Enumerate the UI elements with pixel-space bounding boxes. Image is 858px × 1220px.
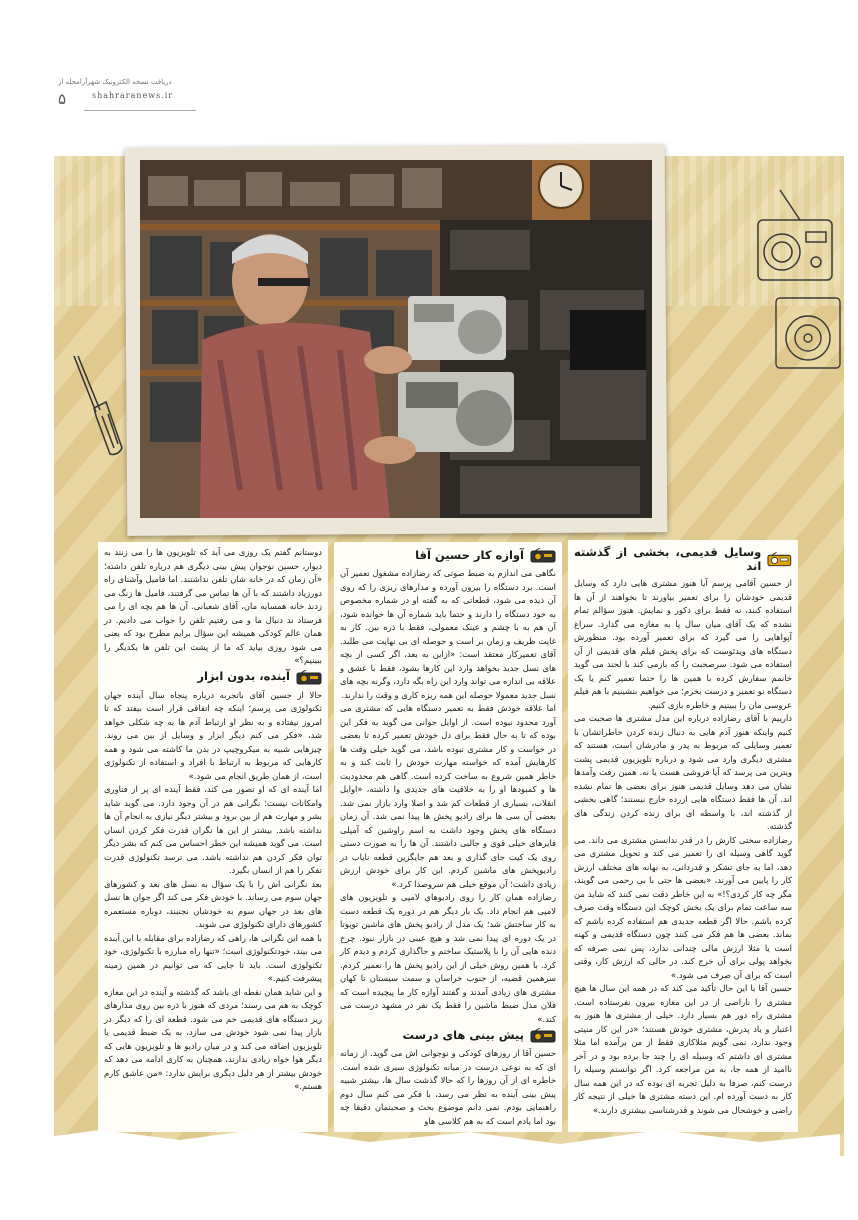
article-column-1 — [568, 540, 798, 1132]
paragraph: دوستانم گفتم یک روزی می آید که تلویزیون ها را می زنند به دیوار، حسین نوجوان پیش بینی دیگری هم درباره تلفن داشته؛ «آن زمان که در خانه شان تلفن نداشتند. اما فامیل وآشنای راه دورزیاد داشتند که با آن ها تماس می گرفتند، فامیل ها زنگ می زدند خانه همسایه مان، آقای شعبانی. آن ها هم بچه ای را می فرستاد ند دنبال ما و می رفتیم تلفن را جواب می دادیم. در همان عالم کودکی همیشه این سؤال برایم مطرح بود که یعنی می شود روزی بیاید که ما از پشت این تلفن ها یکدیگر را ببینیم؟» — [104, 547, 322, 665]
paragraph: رضازاده همان کار را روی رادیوهای لامپی و تلویزیون های لامپی هم انجام داد. یک بار دیگر هم در دوره یک قطعه دست به کار ساختش شد؛ یک مدل از رادیو پخش های ماشین تویوتا در یک دوره ای پیدا نمی شد و هیچ عیبی در بازار نبود. چرخ دنده هایی آن را با پلاستیک ساختم و جاگذاری کردم و دیدم کار کرد. با همین روش خیلی از این رادیو پخش ها را تعمیر کردم. سرهمین قضیه، از جنوب خراسان و سمت سیستان تا کهان مشتری های زیادی آمدند و گفتند آوازه کار ما پیچیده است که فلان مدل ضبط ماشین را فقط یک نفر در مشهد درست می کند.» — [340, 892, 556, 1024]
paragraph: حالا از حسین آقای باتجربه درباره پنجاه سال آینده جهان تکنولوژی می پرسم؛ اینکه چه اتفاقی قرار است بیفتد که تا امروز نیفتاده و به نظر او ارتباط آدم ها به چه شکلی خواهد شد، «فکر می کنم دیگر ابزار و وسایل از بین می روند. چیزهایی شبیه به میکروچیپ در بدن ما کاشته می شود و همه کارهایی که مربوط به ارتباط با افراد و استفاده از تکنولوژی است، از همان طریق انجام می شود.» — [104, 689, 322, 781]
section2-title: آوازه کار حسین آقا — [415, 547, 524, 562]
paragraph: و این شاید همان نقطه ای باشد که گذشته و آینده در این مغازه کوچک به هم می رسند؛ مردی که هنوز با ذره بین روی مدارهای ریز دستگاه های قدیمی خم می شود. قطعه ای را که دیگر در بازار پیدا نمی شود خودش می سازد، به یک ضبط قدیمی یا تلویزیون اضافه می کند و در میان رادیو ها و تلویزیون هایی که دیگر هوا خواه زیادی ندارند، همچنان به کاری ادامه می دهد که خودش بیشتر از هر دلیل دیگری برایش ندارد: «من عاشق کارم هستم.» — [104, 986, 322, 1091]
paragraph: رضازاده سختی کارش را در قدر ندانستن مشتری می داند. می گوید گاهی وسیله ای را تعمیر می کند و تحویل مشتری می دهد، اما به جای تشکر و قدردانی، به بهانه های مختلف ارزش کار را پایین می آورند، «بعضی ها حتی با بی رحمی می گویند، مگر چه کار کردی؟!» به این خاطر دقت نمی کنند که شاید من سه ساعت تمام برای یک بخش کوچک این دستگاه وقت صرف کرده باشم. حالا اگر قطعه جدیدی هم استفاده کرده باشم که بماند. بعضی ها هم فکر می کنند چون دستگاه قدیمی و کهنه است یا مثلا ارزش مالی چندانی ندارد، پس نمی صرفه که بخواهد پولی برای آن خرج کند. در حالی که ارزش کار، وقتی است که برای آن صرف می شود.» — [574, 834, 792, 980]
paragraph: دارییم با آقای رضازاده درباره این مدل مشتری ها صحبت می کنیم واینکه هنوز آدم هایی به دنبال زنده کردن خاطراتشان با تعمیر وسایلی که مربوط به پدر و مادرشان است، هستند که مشتری دیگری وارد می شود و درباره تلویزیون قدیمی پشت ویترین می پرسد که آیا فروشی هست یا نه. همین رفت وآمدها نشان می دهد وسایل قدیمی هنوز برای بعضی ها تمام نشده اند. آن ها فقط دستگاه هایی ازرده خارج نیستند؛ گاهی بخشی از گذشته اند، با واسطه ای برای زنده کردن زندگی های گذشته. — [574, 713, 792, 831]
paragraph: اما علاقه خودش فقط به تعمیر دستگاه هایی که مشتری می آورد محدود نبوده است. از اوایل جوانی می گوید به فکر این بوده که تا به حال فقط برای دل خودش تعمیر کرده تا بعضی در خواست و کار مشتری نبوده باشد، می گوید خیلی وقت ها کارهایش آمده که خواسته مهارت خودش را ثابت کند و به خاطر همین شروع به ساخت کرده است. گاهی هم محدودیت ها و کمبودها او را به خلاقیت های جدیدی وا داشته، «اوایل انقلاب، بسیاری از قطعات کم شد و اصلا وارد بازار نمی شد. بعضی آن سی ها برای رادیو پخش ها پیدا نمی شد. آن زمان دستگاه های پخش وجود داشت به اسم راوشین که آمپلی فایرهای خیلی قوی و جالبی داشتند. آن ها را به صورت دستی روی یک کیت جای گذاری و بعد هم جایگزین قطعه نایاب در رادیوپخش های ماشین کردم. این کار برای خودش ارزش زیادی داشت؛ آن موقع خیلی هم سروصدا کرد.» — [340, 703, 556, 889]
edition-line: دریافت نسخه الکترونیک شهرآرامحله از — [58, 78, 172, 86]
torn-paper-edge — [40, 1120, 840, 1164]
paragraph: حسین آقا از روزهای کودکی و نوجوانی اش می گوید. از زمانه ای که به نوعی درست در میانه تکنولوژی سیری شده است. خاطره ای از آن روزها را که حالا گذشت سال ها، بیشتر شبیه پیش بینی آینده به نظر می رسد، با فکر می کنم سال دوم راهنمایی بودم. نمی دانم موضوع بحث و صحبتمان دقیقا چه بود اما یادم است که به هم کلاسی هاو — [340, 1048, 556, 1126]
site-url: shahraranews.ir — [92, 91, 174, 100]
page-number: ۵ — [58, 90, 67, 108]
photo-icon — [140, 160, 652, 518]
section3-title: پیش بینی های درست — [402, 1027, 524, 1042]
screwdriver-icon — [60, 350, 130, 460]
section-heading — [574, 546, 792, 573]
paragraph: با همه این نگرانی ها، راهی که رضازاده برای مقابله با این آینده می بیند، خودتکنولوژی است؛ «تنها راه مبارزه با تکنولوژی، خود تکنولوژی است. باید تا جایی که می توانیم در همین زمینه پیشرفت کنیم.» — [104, 932, 322, 983]
paragraph: نگاهی می اندازم به ضبط صوتی که رضازاده مشغول تعمیر آن است. برد دستگاه را بیرون آورده و مدارهای ریزی را که روی آن دیده می شود، قطعاتی که به گفته او در شماره مخصوص به خود دستگاه را دارند و حتما باید شماره آن ها خوانده شود، آن هم به با چشم و عینک معمولی، فقط با ذره بین. کار به غایت ظریف و زمان بر است و حوصله ای بی نهایت می طلبد. آقای تعمیرکار معتقد است: «ازاین به بعد، اگر کسی از بچه های نسل جدید بخواهد وارد این کارها بشود، فقط با عشق و علاقه بی اندازه می تواند وارد این راه بگه دارد، وگرنه بچه های نسل جدید معمولا حوصله این همه ریزه کاری و وقت را ندارند. — [340, 568, 556, 700]
header-divider — [84, 110, 196, 111]
section-heading — [340, 1028, 556, 1043]
radio-icon — [296, 670, 322, 685]
radio-icon — [767, 552, 792, 567]
paragraph: حسین آقا با این حال تأکید می کند که در همه این سال ها هیچ مشتری را ناراضی از در این مغازه بیرون نفرستاده است. مشتری راه دور هم بسیار دارد. خیلی از مشتری ها هنوز به اعتبار و یاد پدرش، مشتری خودش هستند؛ «در این کار منیتی وجود ندارد، نمی گویم مثلاکاری فقط از من برآمده اما مثلا مشتری ای داشتم که وسیله ای را چند جا برده بود و در آخر ناامید از همه جا، به من مراجعه کرد. اگر توانستم وسیله را درست کنم، صرفا به دلیل تجربه ای بوده که در این همه سال کار به دست آورده ام. این دسته مشتری ها خیلی از نتیجه کار راضی و خوشحال می شوند و قدرشناسی بیشتری دارند.» — [574, 983, 792, 1115]
paragraph: اما آینده ای که او تصور می کند، فقط آینده ای پر از فناوری وامکانات نیست؛ نگرانی هم در آن وجود دارد. می گوید شاید بشر و مهارت هم از بین برود و بیشتر دیگر نیازی به انجام آن ها نداشته باشد. بیشتر از این ها نگران قدرت فکر کردن انسان است. می گوید همیشه این خطر احساس می کنم که بشر دیگر توان فکر کردن هم نداشته باشد. می ترسد تکنولوژی قدرت تفکر را هم از انسان بگیرد. — [104, 784, 322, 875]
paragraph: از حسین آقامی پرسم آیا هنوز مشتری هایی دارد که وسایل قدیمی خودشان را برای تعمیر بیاورند تا بخواهند از آن ها استفاده کنند، نه فقط برای دکور و نمایش. هنوز سؤالم تمام نشده که یک آقای میان سال پا به مغازه می گذارد. سراغ آپواهایی را می گیرد که برای تعمیر آورده بود. منظورش دستگاه های ویدئوست که برای پخش فیلم های قدیمی از آن استفاده می شود. سرصحبت را که بازمی کند با لحند می گوید خانمم سفارش کرده با همین ها را حتما تعمیر کنم یا یک دستگاه نو تعمیر و درست بخرم؛ می خواهیم بنشینیم با هم فیلم عروسی مان را ببینیم و خاطره بازی کنیم. — [574, 578, 792, 710]
page-header — [58, 78, 198, 124]
article-column-2 — [334, 542, 562, 1132]
section-heading — [104, 670, 322, 685]
radio-icon — [530, 548, 556, 563]
article-column-3 — [98, 542, 328, 1132]
radio-icon — [530, 1028, 556, 1043]
section-heading — [340, 548, 556, 563]
section4-title: آینده، بدون ابزار — [197, 669, 290, 684]
repairman-photo — [140, 160, 652, 518]
section1-title: وسایل قدیمی، بخشی از گذشته اند — [574, 545, 762, 573]
speaker-sketch-icon — [770, 288, 850, 376]
paragraph: بعد نگرانی اش را با یک سؤال به نسل های بعد و کشورهای جهان سوم می رساند. با خودش فکر می کند اگر جوان ها نسل های بعد در جهان سوم به خودشان نجنبند، دوباره مستعمره کشورهای دارای تکنولوژی می شوند. — [104, 878, 322, 929]
